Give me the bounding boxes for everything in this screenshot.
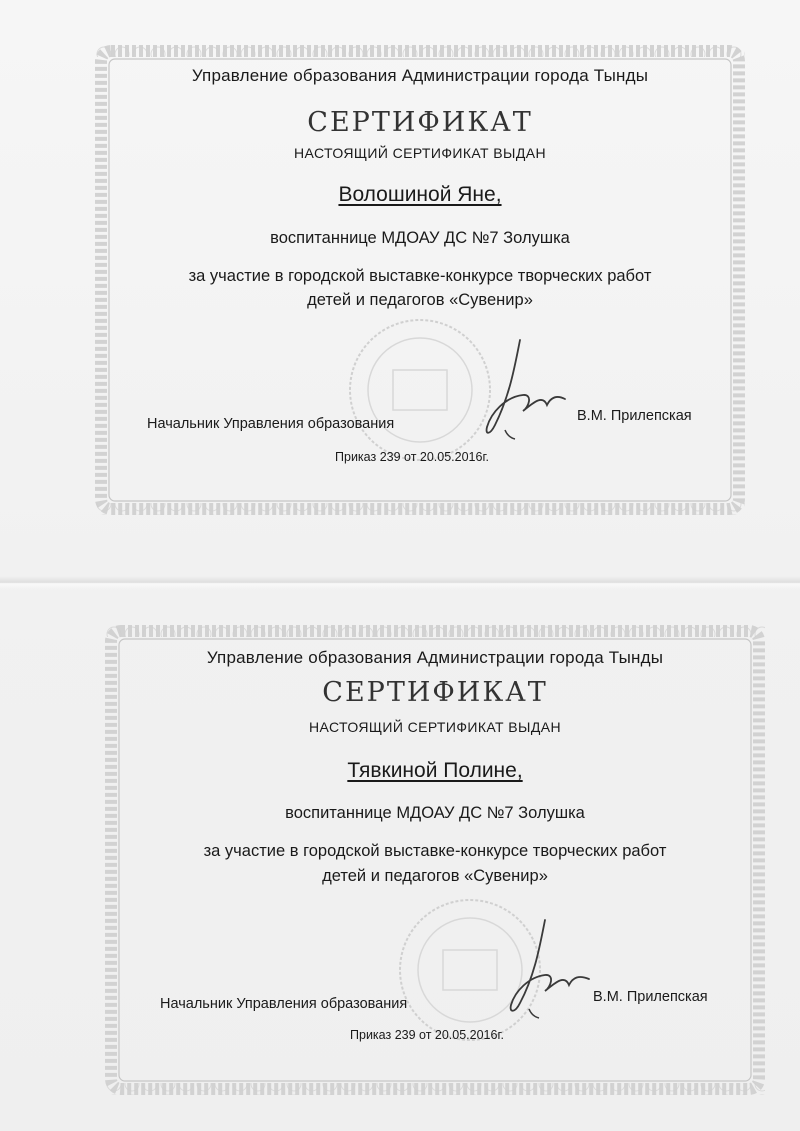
institution-line: воспитаннице МДОАУ ДС №7 Золушка <box>285 804 585 822</box>
page-fold <box>0 576 800 590</box>
signature-icon <box>465 335 575 445</box>
order-reference: Приказ 239 от 20.05.2016г. <box>335 450 489 464</box>
reason-line-1: за участие в городской выставке-конкурсе творческих работ <box>188 267 652 285</box>
issued-line: НАСТОЯЩИЙ СЕРТИФИКАТ ВЫДАН <box>294 145 546 161</box>
institution-line: воспитаннице МДОАУ ДС №7 Золушка <box>270 229 570 247</box>
certificate-title: СЕРТИФИКАТ <box>307 107 533 138</box>
signatory-name: В.М. Прилепская <box>577 408 692 424</box>
reason-line-1: за участие в городской выставке-конкурсе творческих работ <box>203 842 667 860</box>
recipient-name-text: Тявкиной Полине, <box>347 759 523 782</box>
issuer-header: Управление образования Администрации города Тынды <box>191 66 649 85</box>
signatory-name: В.М. Прилепская <box>593 989 708 1005</box>
recipient-name-text: Волошиной Яне, <box>338 183 502 206</box>
issued-line: НАСТОЯЩИЙ СЕРТИФИКАТ ВЫДАН <box>309 719 561 735</box>
certificate-2 <box>105 625 765 1095</box>
certificate-1 <box>95 45 745 515</box>
signature-icon <box>485 915 595 1025</box>
signatory-title: Начальник Управления образования <box>160 996 408 1012</box>
issuer-header: Управление образования Администрации города Тынды <box>206 648 664 667</box>
signatory-title: Начальник Управления образования <box>147 416 395 432</box>
reason-line-2: детей и педагогов «Сувенир» <box>307 291 533 309</box>
certificate-title: СЕРТИФИКАТ <box>322 677 548 708</box>
recipient-name <box>105 759 765 783</box>
reason-line-2: детей и педагогов «Сувенир» <box>322 867 548 885</box>
order-reference: Приказ 239 от 20.05.2016г. <box>350 1028 504 1042</box>
recipient-name <box>95 183 745 207</box>
